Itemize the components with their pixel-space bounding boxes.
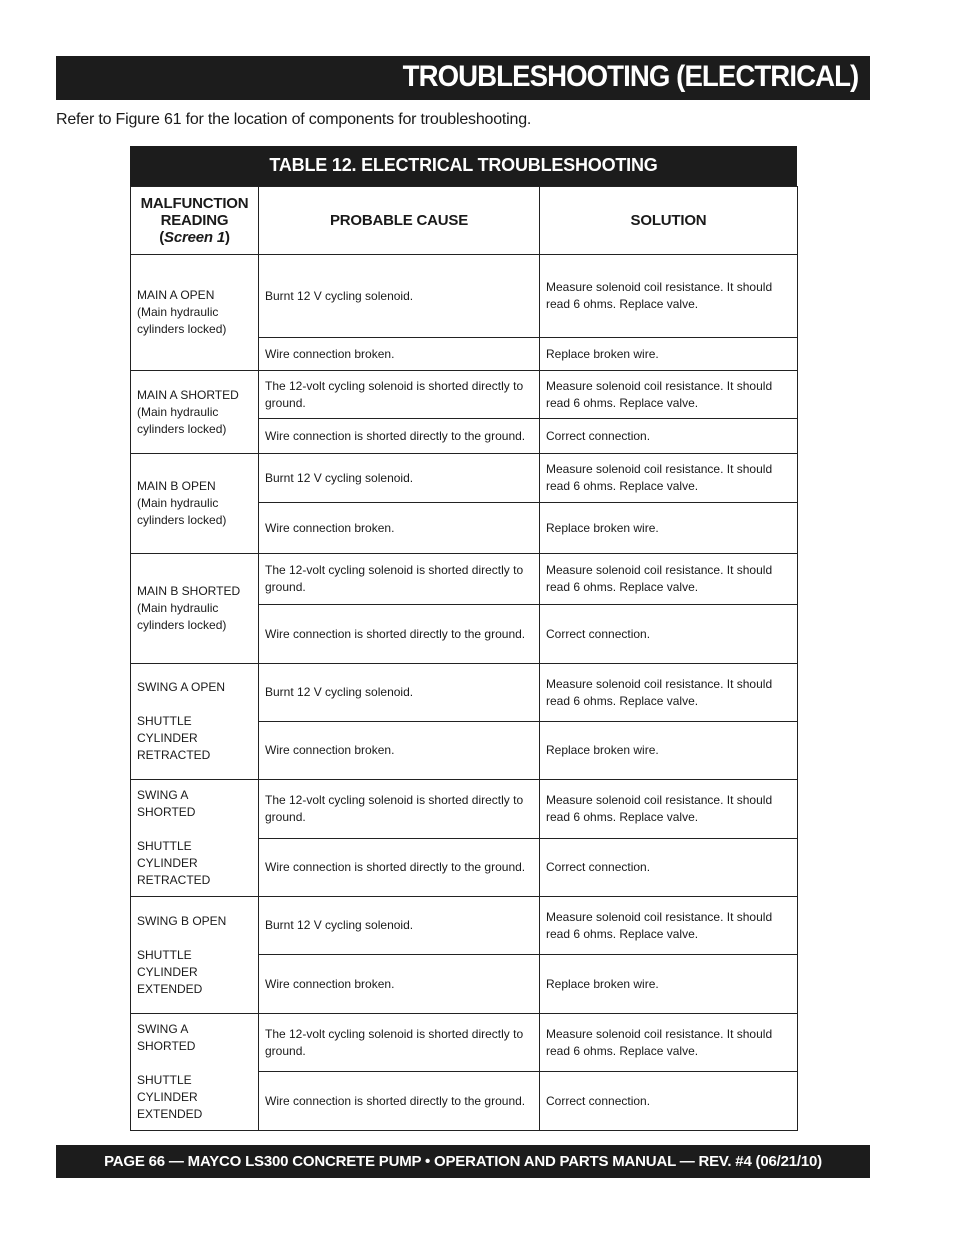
page-title-bar xyxy=(56,56,870,100)
cause-cell: Wire connection is shorted directly to the ground. xyxy=(259,605,540,664)
header-cause: PROBABLE CAUSE xyxy=(259,187,540,255)
cause-cell: Burnt 12 V cycling solenoid. xyxy=(259,454,540,503)
cause-cell: Wire connection broken. xyxy=(259,955,540,1014)
cause-cell: Wire connection broken. xyxy=(259,722,540,780)
malfunction-cell: MAIN B SHORTED (Main hydraulic cylinders locked) xyxy=(131,554,259,664)
solution-cell: Measure solenoid coil resistance. It should read 6 ohms. Replace valve. xyxy=(540,454,798,503)
table-row xyxy=(131,554,798,605)
troubleshooting-table-container xyxy=(130,146,797,1131)
table-row xyxy=(131,780,798,839)
cause-cell: Burnt 12 V cycling solenoid. xyxy=(259,255,540,338)
table-row xyxy=(131,1014,798,1072)
cause-cell: Wire connection is shorted directly to the ground. xyxy=(259,419,540,454)
malfunction-cell: SWING A SHORTED SHUTTLE CYLINDER EXTENDED xyxy=(131,1014,259,1131)
cause-cell: Wire connection is shorted directly to the ground. xyxy=(259,1072,540,1131)
solution-cell: Measure solenoid coil resistance. It should read 6 ohms. Replace valve. xyxy=(540,255,798,338)
cause-cell: Burnt 12 V cycling solenoid. xyxy=(259,664,540,722)
page-footer: PAGE 66 — MAYCO LS300 CONCRETE PUMP • OPERATION AND PARTS MANUAL — REV. #4 (06/21/10) xyxy=(56,1145,870,1178)
solution-cell: Replace broken wire. xyxy=(540,338,798,371)
malfunction-cell: MAIN A OPEN (Main hydraulic cylinders locked) xyxy=(131,255,259,371)
table-body xyxy=(131,255,798,1131)
solution-cell: Correct connection. xyxy=(540,1072,798,1131)
solution-cell: Measure solenoid coil resistance. It should read 6 ohms. Replace valve. xyxy=(540,554,798,605)
solution-cell: Correct connection. xyxy=(540,605,798,664)
table-row xyxy=(131,897,798,955)
solution-cell: Correct connection. xyxy=(540,839,798,897)
malfunction-cell: SWING A OPEN SHUTTLE CYLINDER RETRACTED xyxy=(131,664,259,780)
cause-cell: Burnt 12 V cycling solenoid. xyxy=(259,897,540,955)
cause-cell: Wire connection is shorted directly to the ground. xyxy=(259,839,540,897)
malfunction-cell: MAIN A SHORTED (Main hydraulic cylinders locked) xyxy=(131,371,259,454)
cause-cell: The 12-volt cycling solenoid is shorted directly to ground. xyxy=(259,371,540,419)
table-row xyxy=(131,454,798,503)
malfunction-cell: SWING A SHORTED SHUTTLE CYLINDER RETRACTED xyxy=(131,780,259,897)
solution-cell: Measure solenoid coil resistance. It should read 6 ohms. Replace valve. xyxy=(540,780,798,839)
solution-cell: Measure solenoid coil resistance. It should read 6 ohms. Replace valve. xyxy=(540,371,798,419)
solution-cell: Replace broken wire. xyxy=(540,955,798,1014)
header-malfunction xyxy=(131,187,259,255)
page-title: TROUBLESHOOTING (ELECTRICAL) xyxy=(402,60,858,93)
cause-cell: The 12-volt cycling solenoid is shorted directly to ground. xyxy=(259,1014,540,1072)
table-row xyxy=(131,664,798,722)
solution-cell: Correct connection. xyxy=(540,419,798,454)
malfunction-cell: SWING B OPEN SHUTTLE CYLINDER EXTENDED xyxy=(131,897,259,1014)
cause-cell: The 12-volt cycling solenoid is shorted directly to ground. xyxy=(259,780,540,839)
troubleshooting-table xyxy=(130,186,798,1131)
cause-cell: The 12-volt cycling solenoid is shorted directly to ground. xyxy=(259,554,540,605)
solution-cell: Measure solenoid coil resistance. It should read 6 ohms. Replace valve. xyxy=(540,664,798,722)
table-caption: TABLE 12. ELECTRICAL TROUBLESHOOTING xyxy=(130,146,797,186)
header-malfunction-close: ) xyxy=(224,229,230,246)
intro-text: Refer to Figure 61 for the location of components for troubleshooting. xyxy=(56,111,532,128)
table-row xyxy=(131,255,798,338)
table-row xyxy=(131,371,798,419)
solution-cell: Replace broken wire. xyxy=(540,503,798,554)
cause-cell: Wire connection broken. xyxy=(259,338,540,371)
table-header-row xyxy=(131,187,798,255)
cause-cell: Wire connection broken. xyxy=(259,503,540,554)
header-malfunction-label: MALFUNCTION READING ( xyxy=(140,195,249,246)
header-malfunction-screen: Screen 1 xyxy=(164,229,225,246)
malfunction-cell: MAIN B OPEN (Main hydraulic cylinders locked) xyxy=(131,454,259,554)
solution-cell: Measure solenoid coil resistance. It should read 6 ohms. Replace valve. xyxy=(540,1014,798,1072)
solution-cell: Replace broken wire. xyxy=(540,722,798,780)
header-solution: SOLUTION xyxy=(540,187,798,255)
solution-cell: Measure solenoid coil resistance. It should read 6 ohms. Replace valve. xyxy=(540,897,798,955)
